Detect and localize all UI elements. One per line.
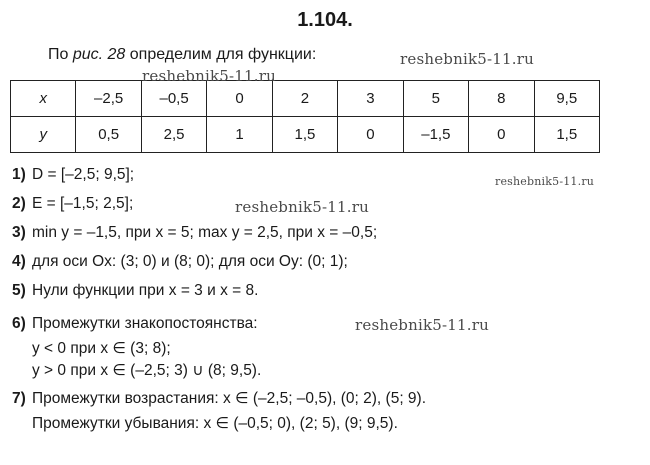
table-cell: 5 [403, 81, 468, 117]
watermark: reshebnik5-11.ru [355, 316, 489, 334]
item-number: 6) [12, 315, 26, 332]
table-cell: –0,5 [141, 81, 206, 117]
table-cell: 1 [207, 117, 272, 153]
table-cell: 9,5 [534, 81, 600, 117]
table-cell: 1,5 [272, 117, 337, 153]
table-cell: –2,5 [76, 81, 141, 117]
item-number: 4) [12, 253, 26, 270]
answer-item [12, 189, 426, 218]
answer-item [12, 384, 426, 413]
answer-item [12, 160, 426, 189]
table-row-y [11, 117, 600, 153]
answer-list [12, 160, 426, 435]
values-table [10, 80, 600, 153]
problem-number: 1.104. [297, 9, 353, 31]
table-cell: 0,5 [76, 117, 141, 153]
answer-item [12, 247, 426, 276]
item-subline: Промежутки убывания: x ∈ (–0,5; 0), (2; 5), (9; 9,5). [32, 415, 398, 432]
item-text: Нули функции при x = 3 и x = 8. [32, 282, 259, 299]
table-cell: 0 [469, 117, 534, 153]
intro-text [48, 46, 316, 64]
watermark: reshebnik5-11.ru [495, 175, 595, 188]
item-text: D = [–2,5; 9,5]; [32, 166, 135, 183]
table-row-x [11, 81, 600, 117]
watermark: reshebnik5-11.ru [400, 50, 534, 68]
watermark: reshebnik5-11.ru [235, 198, 369, 216]
item-number: 7) [12, 390, 26, 407]
intro-after: определим для функции: [125, 46, 317, 63]
table-cell: 2 [272, 81, 337, 117]
table-cell: 2,5 [141, 117, 206, 153]
item-text: min y = –1,5, при x = 5; max y = 2,5, при x = –0,5; [32, 224, 378, 241]
table-header-cell: x [11, 81, 76, 117]
answer-item [12, 276, 426, 305]
table-cell: 1,5 [534, 117, 600, 153]
answer-item [12, 309, 426, 338]
table-cell: 3 [338, 81, 403, 117]
item-text: Промежутки знакопостоянства: [32, 315, 258, 332]
item-number: 2) [12, 195, 26, 212]
answer-item [12, 218, 426, 247]
table-cell: 0 [338, 117, 403, 153]
item-subline: y < 0 при x ∈ (3; 8); [32, 340, 171, 357]
item-number: 1) [12, 166, 26, 183]
table-cell: 0 [207, 81, 272, 117]
item-number: 5) [12, 282, 26, 299]
item-text: E = [–1,5; 2,5]; [32, 195, 134, 212]
item-text: Промежутки возрастания: x ∈ (–2,5; –0,5), (0; 2), (5; 9). [32, 390, 427, 407]
table-header-cell: y [11, 117, 76, 153]
figure-reference: рис. 28 [72, 46, 126, 63]
intro-before: По [48, 46, 73, 63]
item-subline: y > 0 при x ∈ (–2,5; 3) ∪ (8; 9,5). [32, 362, 262, 379]
item-text: для оси Ox: (3; 0) и (8; 0); для оси Oy: (0; 1); [32, 253, 348, 270]
table-cell: –1,5 [403, 117, 468, 153]
watermark: reshebnik5-11.ru [142, 67, 276, 85]
table-cell: 8 [469, 81, 534, 117]
item-number: 3) [12, 224, 26, 241]
